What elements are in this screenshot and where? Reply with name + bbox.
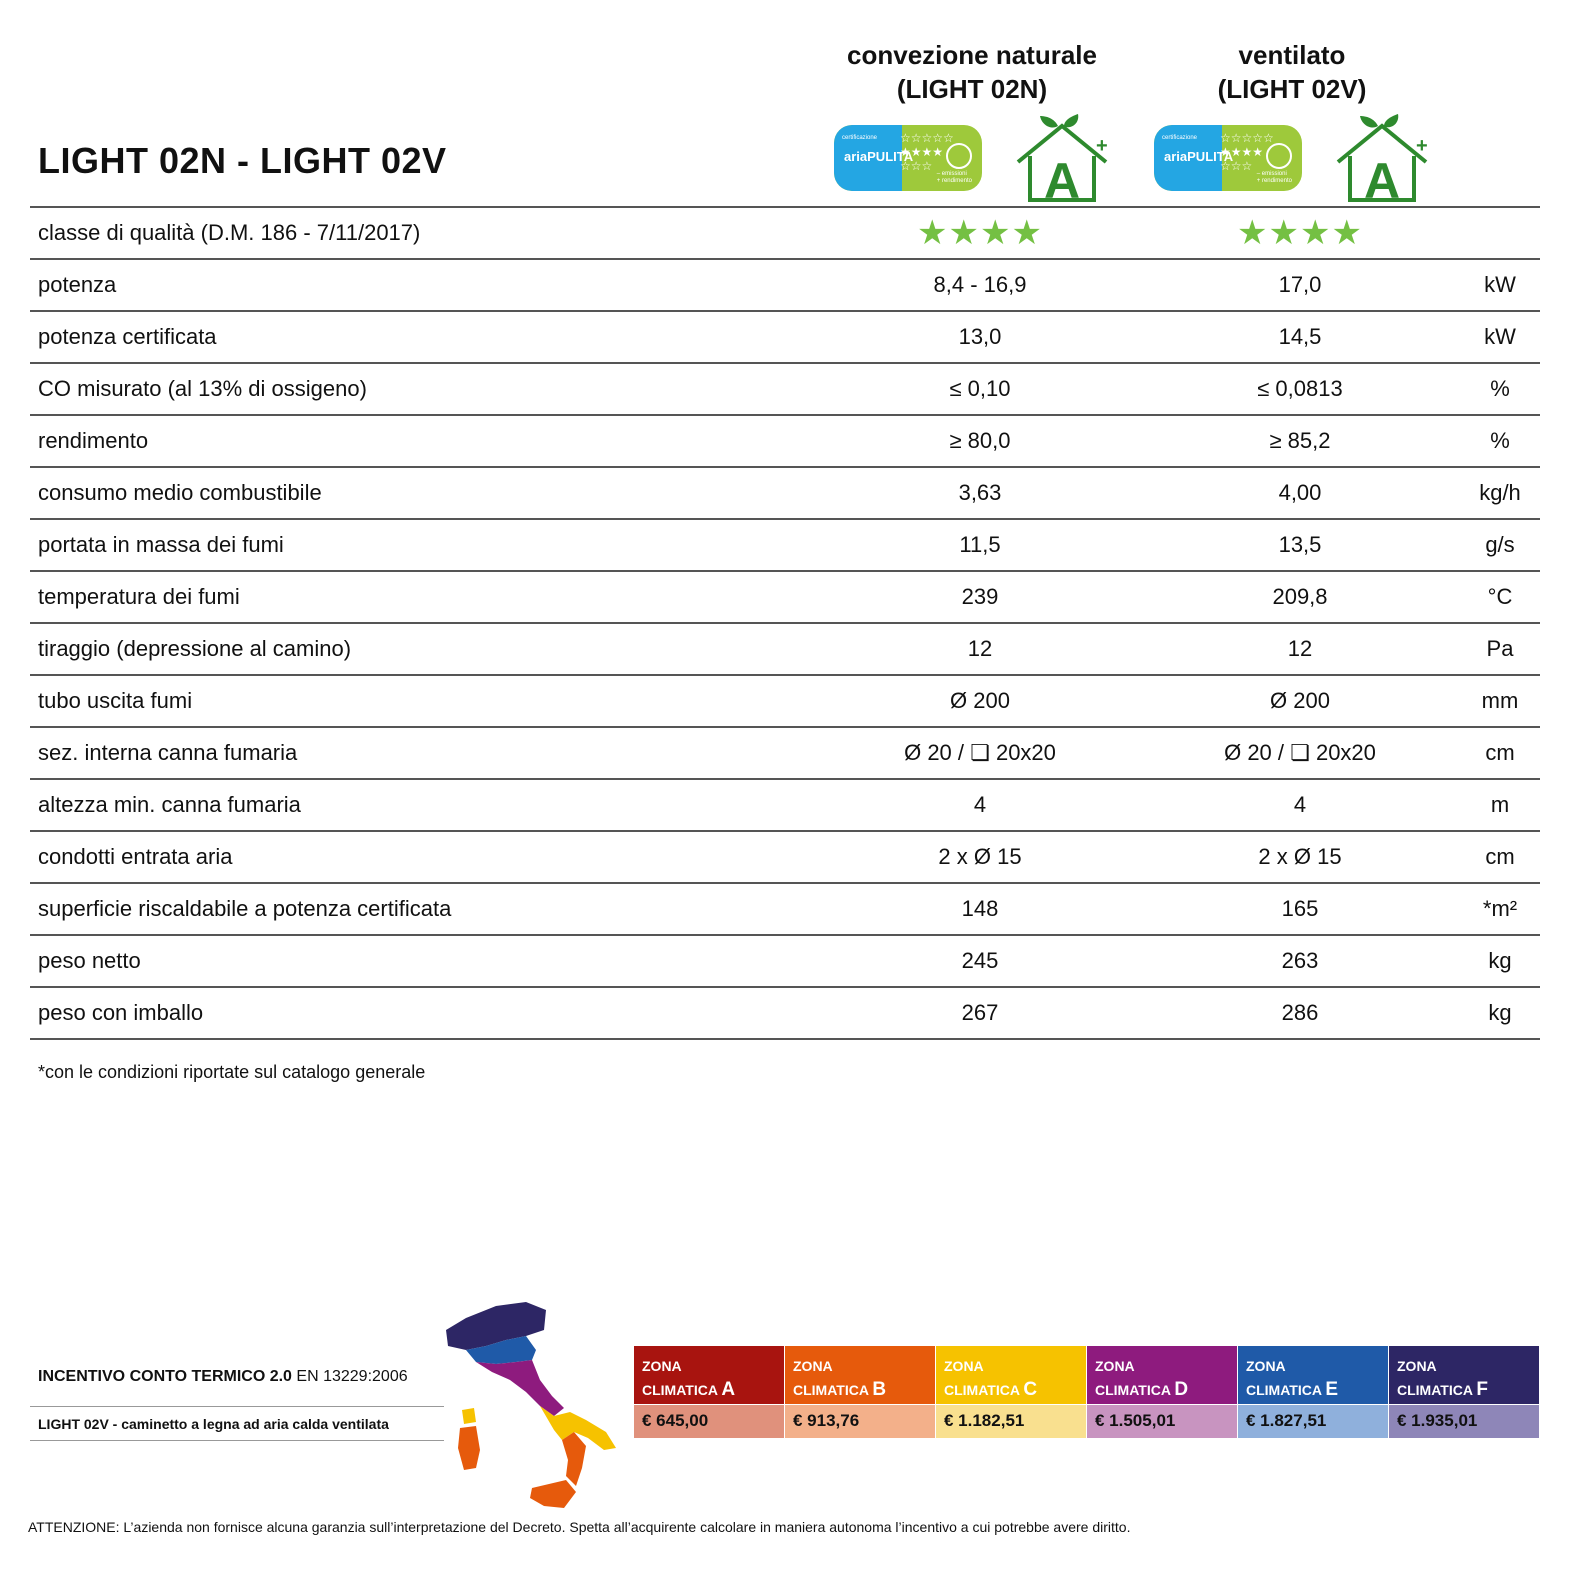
value-ventilated: 13,5 <box>1140 519 1460 571</box>
aria-pulita-badge <box>834 125 982 191</box>
quality-stars-icon: ★★★★ <box>917 214 1043 252</box>
zone-header <box>1238 1346 1388 1404</box>
energy-class-house-icon <box>1332 112 1432 204</box>
value-natural: 4 <box>820 779 1140 831</box>
climate-zone-d <box>1087 1346 1238 1438</box>
value-ventilated: 14,5 <box>1140 311 1460 363</box>
table-row <box>30 623 1540 675</box>
row-unit: °C <box>1460 571 1540 623</box>
table-row <box>30 675 1540 727</box>
row-unit: kg <box>1460 987 1540 1039</box>
zone-price: € 1.935,01 <box>1389 1404 1539 1438</box>
table-row <box>30 779 1540 831</box>
spec-table <box>30 206 1540 1040</box>
row-label: tubo uscita fumi <box>30 675 820 727</box>
value-natural: ≤ 0,10 <box>820 363 1140 415</box>
value-ventilated: ≥ 85,2 <box>1140 415 1460 467</box>
value-natural: Ø 20 / ❏ 20x20 <box>820 727 1140 779</box>
zone-l1: ZONA <box>642 1358 682 1374</box>
zone-l1: ZONA <box>1397 1358 1437 1374</box>
energy-class-house-icon <box>1012 112 1112 204</box>
value-ventilated: Ø 20 / ❏ 20x20 <box>1140 727 1460 779</box>
page-title: LIGHT 02N - LIGHT 02V <box>38 140 447 181</box>
divider <box>30 1406 444 1407</box>
table-row <box>30 883 1540 935</box>
table-row <box>30 831 1540 883</box>
zone-price: € 1.827,51 <box>1238 1404 1388 1438</box>
row-label: consumo medio combustibile <box>30 467 820 519</box>
table-row <box>30 311 1540 363</box>
table-row <box>30 207 1540 259</box>
column-header-line1: ventilato <box>1238 40 1346 70</box>
italy-climate-map <box>436 1300 626 1516</box>
row-unit: cm <box>1460 727 1540 779</box>
value-natural: 12 <box>820 623 1140 675</box>
quality-stars-natural <box>820 207 1140 259</box>
value-ventilated: 17,0 <box>1140 259 1460 311</box>
column-header-line1: convezione naturale <box>847 40 1097 70</box>
energy-class-letter: A <box>1043 153 1081 204</box>
value-natural: 3,63 <box>820 467 1140 519</box>
row-label: portata in massa dei fumi <box>30 519 820 571</box>
row-unit: *m² <box>1460 883 1540 935</box>
table-row <box>30 727 1540 779</box>
value-natural: 11,5 <box>820 519 1140 571</box>
badge-brand-main: ariaPULITA <box>1164 149 1234 164</box>
value-ventilated: 4,00 <box>1140 467 1460 519</box>
row-label: condotti entrata aria <box>30 831 820 883</box>
zone-header <box>1087 1346 1237 1404</box>
climate-zone-c <box>936 1346 1087 1438</box>
badge-stars-icon: ☆☆☆☆☆ ★★★★ ☆☆☆ <box>1220 131 1274 173</box>
row-label: temperatura dei fumi <box>30 571 820 623</box>
table-row <box>30 259 1540 311</box>
value-ventilated: ≤ 0,0813 <box>1140 363 1460 415</box>
quality-stars-ventilated <box>1140 207 1460 259</box>
incentive-subtitle: LIGHT 02V - caminetto a legna ad aria calda ventilata <box>38 1416 389 1432</box>
zone-price: € 1.505,01 <box>1087 1404 1237 1438</box>
row-label: potenza <box>30 259 820 311</box>
table-row <box>30 415 1540 467</box>
row-unit: % <box>1460 363 1540 415</box>
row-unit: kW <box>1460 311 1540 363</box>
row-label: rendimento <box>30 415 820 467</box>
value-natural: ≥ 80,0 <box>820 415 1140 467</box>
value-natural: Ø 200 <box>820 675 1140 727</box>
badge-low1: – emissioni <box>936 171 967 177</box>
zone-price: € 913,76 <box>785 1404 935 1438</box>
divider <box>30 1440 444 1441</box>
table-row <box>30 519 1540 571</box>
zone-header <box>1389 1346 1539 1404</box>
row-unit: kg/h <box>1460 467 1540 519</box>
energy-class-letter: A <box>1363 153 1401 204</box>
value-natural: 267 <box>820 987 1140 1039</box>
badge-low2: + rendimento <box>936 178 972 184</box>
row-unit: cm <box>1460 831 1540 883</box>
badge-brand-top: certificazione <box>1162 135 1198 141</box>
climate-zone-a <box>634 1346 785 1438</box>
value-natural: 8,4 - 16,9 <box>820 259 1140 311</box>
row-label: peso netto <box>30 935 820 987</box>
zone-l2: CLIMATICA <box>944 1382 1020 1398</box>
svg-text:+: + <box>1096 135 1108 157</box>
value-ventilated: 165 <box>1140 883 1460 935</box>
row-label: superficie riscaldabile a potenza certificata <box>30 883 820 935</box>
zone-l1: ZONA <box>1246 1358 1286 1374</box>
zone-l2: CLIMATICA <box>1095 1382 1171 1398</box>
zone-letter: C <box>1023 1379 1038 1400</box>
table-row <box>30 935 1540 987</box>
badge-brand-main: ariaPULITA <box>844 149 914 164</box>
value-ventilated: 286 <box>1140 987 1460 1039</box>
value-natural: 13,0 <box>820 311 1140 363</box>
climate-zone-f <box>1389 1346 1540 1438</box>
table-row <box>30 363 1540 415</box>
quality-stars-icon: ★★★★ <box>1237 214 1363 252</box>
value-ventilated: 263 <box>1140 935 1460 987</box>
zone-l2: CLIMATICA <box>1246 1382 1322 1398</box>
value-natural: 2 x Ø 15 <box>820 831 1140 883</box>
value-ventilated: 4 <box>1140 779 1460 831</box>
row-unit: kg <box>1460 935 1540 987</box>
zone-letter: B <box>872 1379 887 1400</box>
warning-text: ATTENZIONE: L’azienda non fornisce alcuna garanzia sull’interpretazione del Decreto. Spetta all’acquirente calcolare in maniera autonoma l’incentivo a cui potrebbe avere diritto. <box>28 1519 1131 1535</box>
smile-face-icon <box>1266 143 1292 169</box>
row-unit: Pa <box>1460 623 1540 675</box>
value-natural: 148 <box>820 883 1140 935</box>
zone-l2: CLIMATICA <box>642 1382 718 1398</box>
value-ventilated: 209,8 <box>1140 571 1460 623</box>
table-row <box>30 987 1540 1039</box>
column-header-ventilated <box>1132 38 1452 106</box>
row-unit: kW <box>1460 259 1540 311</box>
row-label: altezza min. canna fumaria <box>30 779 820 831</box>
row-label: CO misurato (al 13% di ossigeno) <box>30 363 820 415</box>
zone-price: € 1.182,51 <box>936 1404 1086 1438</box>
value-natural: 239 <box>820 571 1140 623</box>
climate-zones <box>634 1346 1540 1438</box>
row-unit: mm <box>1460 675 1540 727</box>
zone-letter: A <box>721 1379 736 1400</box>
zone-l1: ZONA <box>944 1358 984 1374</box>
value-natural: 245 <box>820 935 1140 987</box>
aria-pulita-badge <box>1154 125 1302 191</box>
zone-header <box>634 1346 784 1404</box>
value-ventilated: 2 x Ø 15 <box>1140 831 1460 883</box>
zone-letter: E <box>1325 1379 1339 1400</box>
value-ventilated: 12 <box>1140 623 1460 675</box>
smile-face-icon <box>946 143 972 169</box>
zone-letter: D <box>1174 1379 1189 1400</box>
row-unit: % <box>1460 415 1540 467</box>
badge-brand-top: certificazione <box>842 135 878 141</box>
row-unit: m <box>1460 779 1540 831</box>
zone-l1: ZONA <box>793 1358 833 1374</box>
table-row <box>30 467 1540 519</box>
table-row <box>30 571 1540 623</box>
svg-text:+: + <box>1416 135 1428 157</box>
climate-zone-e <box>1238 1346 1389 1438</box>
row-unit <box>1460 207 1540 259</box>
zone-l1: ZONA <box>1095 1358 1135 1374</box>
incentive-title <box>38 1368 408 1386</box>
zone-l2: CLIMATICA <box>1397 1382 1473 1398</box>
value-ventilated: Ø 200 <box>1140 675 1460 727</box>
incentive-title-bold: INCENTIVO CONTO TERMICO 2.0 <box>38 1368 292 1385</box>
zone-header <box>936 1346 1086 1404</box>
badge-low2: + rendimento <box>1256 178 1292 184</box>
footnote: *con le condizioni riportate sul catalogo generale <box>38 1062 426 1082</box>
row-label: potenza certificata <box>30 311 820 363</box>
incentive-title-norm: EN 13229:2006 <box>296 1368 408 1385</box>
zone-price: € 645,00 <box>634 1404 784 1438</box>
row-label: sez. interna canna fumaria <box>30 727 820 779</box>
column-header-line2: (LIGHT 02V) <box>1217 74 1367 104</box>
column-header-natural <box>812 38 1132 106</box>
zone-header <box>785 1346 935 1404</box>
row-label: classe di qualità (D.M. 186 - 7/11/2017) <box>30 207 820 259</box>
zone-l2: CLIMATICA <box>793 1382 869 1398</box>
badge-stars-icon: ☆☆☆☆☆ ★★★★ ☆☆☆ <box>900 131 954 173</box>
row-label: peso con imballo <box>30 987 820 1039</box>
zone-letter: F <box>1476 1379 1488 1400</box>
badge-low1: – emissioni <box>1256 171 1287 177</box>
climate-zone-b <box>785 1346 936 1438</box>
column-header-line2: (LIGHT 02N) <box>896 74 1048 104</box>
row-label: tiraggio (depressione al camino) <box>30 623 820 675</box>
row-unit: g/s <box>1460 519 1540 571</box>
